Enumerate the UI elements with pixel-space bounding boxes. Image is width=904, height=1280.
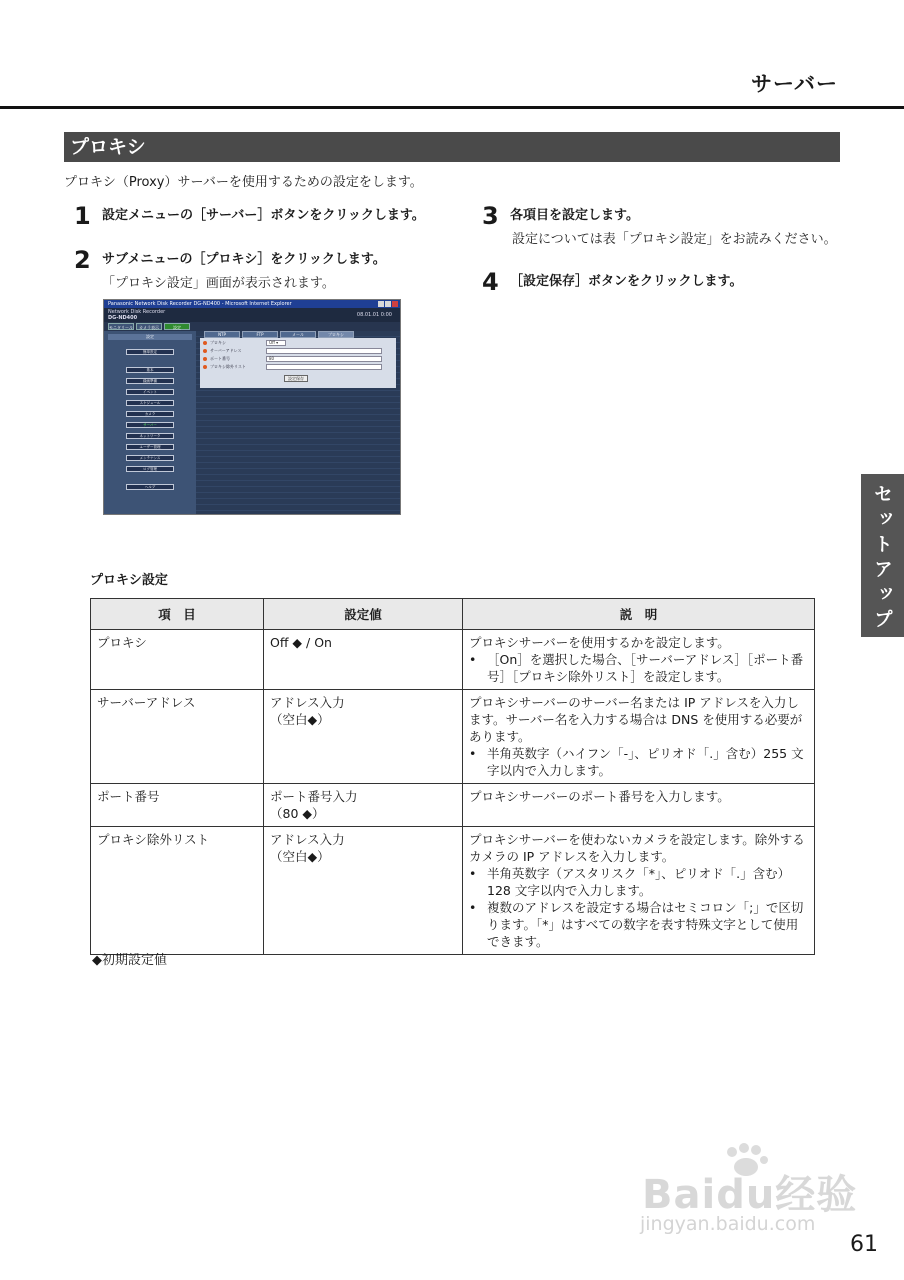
settings-content <box>196 331 400 514</box>
window-title: Panasonic Network Disk Recorder DG-ND400 - Microsoft Internet Explorer <box>108 301 292 307</box>
tab-mail[interactable]: メール <box>280 331 316 338</box>
settings-menu <box>104 331 196 514</box>
bullet-icon <box>203 341 207 345</box>
description-text: プロキシサーバーを使わないカメラを設定します。除外するカメラの IP アドレスを入力します。 <box>469 832 805 864</box>
section-intro: プロキシ（Proxy）サーバーを使用するための設定をします。 <box>64 175 423 190</box>
tab-setup[interactable]: 設定 <box>164 323 190 330</box>
value-default: （空白◆） <box>270 712 330 727</box>
step-instruction: サブメニューの［プロキシ］をクリックします。 <box>102 252 386 267</box>
tab-proxy[interactable]: プロキシ <box>318 331 354 338</box>
tab-camera[interactable]: カメラ表示 <box>136 323 162 330</box>
step-instruction: 各項目を設定します。 <box>510 208 639 223</box>
tab-ntp[interactable]: NTP <box>204 331 240 338</box>
item-cell: プロキシ除外リスト <box>91 827 264 955</box>
bullet-item <box>469 745 808 779</box>
description-cell <box>463 630 815 690</box>
item-cell: ポート番号 <box>91 784 264 827</box>
close-icon[interactable] <box>392 301 398 307</box>
model-name: DG-ND400 <box>108 315 138 321</box>
exclusion-list-input[interactable] <box>266 364 382 370</box>
step-number: 2 <box>74 246 91 274</box>
settings-menu-header: 設定 <box>108 334 192 340</box>
tab-ftp[interactable]: FTP <box>242 331 278 338</box>
menu-user-management[interactable]: ユーザー管理 <box>126 444 174 450</box>
screenshot-proxy-settings <box>103 299 401 515</box>
form-row <box>200 347 396 355</box>
table-row <box>91 630 815 690</box>
step-note: 設定については表「プロキシ設定」をお読みください。 <box>512 232 837 247</box>
field-label: サーバーアドレス <box>210 348 242 353</box>
page-number: 61 <box>850 1232 878 1257</box>
side-tab-label: セットアップ <box>871 484 893 634</box>
description-cell <box>463 690 815 784</box>
bullet-text: 半角英数字（ハイフン「-」、ピリオド「.」含む）255 文字以内で入力します。 <box>487 746 804 778</box>
bullet-text: 複数のアドレスを設定する場合はセミコロン「;」で区切ります。「*」はすべての数字を表す特殊文字として使用できます。 <box>487 900 804 949</box>
description-cell <box>463 827 815 955</box>
menu-log[interactable]: ログ管理 <box>126 466 174 472</box>
description-text: プロキシサーバーのサーバー名または IP アドレスを入力します。サーバー名を入力する場合は DNS を使用する必要があります。 <box>469 695 803 744</box>
proxy-select[interactable]: Off ▾ <box>266 340 286 346</box>
value-text: Off ◆ / On <box>270 635 332 650</box>
menu-help[interactable]: ヘルプ <box>126 484 174 490</box>
tab-monitor[interactable]: モニタリール <box>109 325 133 330</box>
top-tab-row <box>104 322 400 331</box>
menu-recording[interactable]: 録画準備 <box>126 378 174 384</box>
column-header-description: 説 明 <box>463 599 815 630</box>
column-header-value: 設定値 <box>264 599 463 630</box>
form-row <box>200 355 396 363</box>
menu-event[interactable]: イベント <box>126 389 174 395</box>
menu-maintenance[interactable]: メンテナンス <box>126 455 174 461</box>
default-value-note: ◆初期設定値 <box>92 953 167 968</box>
table-header-row <box>91 599 815 630</box>
field-label: プロキシ <box>210 340 226 345</box>
bullet-icon <box>203 357 207 361</box>
field-label: プロキシ除外リスト <box>210 364 246 369</box>
bullet-icon: • <box>469 652 477 667</box>
section-title: プロキシ <box>70 136 146 158</box>
item-cell: サーバーアドレス <box>91 690 264 784</box>
proxy-form-panel <box>200 338 396 388</box>
menu-server[interactable]: サーバー <box>126 422 174 428</box>
bullet-icon: • <box>469 746 477 761</box>
table-title: プロキシ設定 <box>90 573 168 588</box>
value-text: アドレス入力 <box>270 832 345 847</box>
step-2 <box>74 246 386 291</box>
menu-network[interactable]: ネットワーク <box>126 433 174 439</box>
form-row <box>200 339 396 347</box>
step-number: 3 <box>482 202 499 230</box>
server-address-input[interactable] <box>266 348 382 354</box>
value-cell <box>264 827 463 955</box>
model-caption: Network Disk Recorder <box>108 309 166 315</box>
field-label: ポート番号 <box>210 356 230 361</box>
value-cell <box>264 784 463 827</box>
form-row <box>200 363 396 371</box>
header-rule <box>0 106 904 109</box>
table-row <box>91 690 815 784</box>
bullet-item <box>469 899 808 950</box>
maximize-icon[interactable] <box>385 301 391 307</box>
bullet-icon <box>203 349 207 353</box>
value-text: ポート番号入力 <box>270 789 358 804</box>
table-row <box>91 784 815 827</box>
bullet-text: ［On］を選択した場合、［サーバーアドレス］［ポート番号］［プロキシ除外リスト］を設定します。 <box>487 652 804 684</box>
menu-camera[interactable]: カメラ <box>126 411 174 417</box>
bullet-icon: • <box>469 900 477 915</box>
bullet-icon: • <box>469 866 477 881</box>
value-default: （空白◆） <box>270 849 330 864</box>
step-3 <box>482 202 837 247</box>
bullet-icon <box>203 365 207 369</box>
menu-schedule[interactable]: スケジュール <box>126 400 174 406</box>
step-number: 4 <box>482 268 499 296</box>
port-input[interactable]: 80 <box>266 356 382 362</box>
description-text: プロキシサーバーを使用するかを設定します。 <box>469 635 730 650</box>
table-row <box>91 827 815 955</box>
chapter-title: サーバー <box>751 72 838 96</box>
value-default: （80 ◆） <box>270 806 325 821</box>
watermark-logo: Baidu经验 <box>642 1172 858 1218</box>
section-heading-bar <box>64 132 840 162</box>
proxy-settings-table <box>90 598 815 955</box>
step-instruction: ［設定保存］ボタンをクリックします。 <box>510 274 743 289</box>
step-4 <box>482 268 742 296</box>
datetime: 08.01.01 0:00 <box>356 312 392 318</box>
value-cell <box>264 630 463 690</box>
column-header-item: 項 目 <box>91 599 264 630</box>
description-cell <box>463 784 815 827</box>
item-cell: プロキシ <box>91 630 264 690</box>
watermark-url: jingyan.baidu.com <box>640 1213 816 1235</box>
minimize-icon[interactable] <box>378 301 384 307</box>
step-instruction: 設定メニューの［サーバー］ボタンをクリックします。 <box>102 208 425 223</box>
bullet-item <box>469 651 808 685</box>
value-cell <box>264 690 463 784</box>
bullet-text: 半角英数字（アスタリスク「*」、ピリオド「.」含む）128 文字以内で入力します。 <box>487 866 791 898</box>
menu-basic[interactable]: 基本 <box>126 367 174 373</box>
chapter-side-tab <box>861 474 904 637</box>
description-text: プロキシサーバーのポート番号を入力します。 <box>469 789 730 804</box>
step-note: 「プロキシ設定」画面が表示されます。 <box>102 276 335 291</box>
bullet-item <box>469 865 808 899</box>
window-titlebar <box>104 300 400 308</box>
app-header <box>104 308 400 322</box>
step-1 <box>74 202 425 230</box>
menu-easy-setup[interactable]: 簡単設定 <box>126 349 174 355</box>
save-settings-button[interactable]: 設定保存 <box>284 375 308 382</box>
value-text: アドレス入力 <box>270 695 345 710</box>
step-number: 1 <box>74 202 91 230</box>
